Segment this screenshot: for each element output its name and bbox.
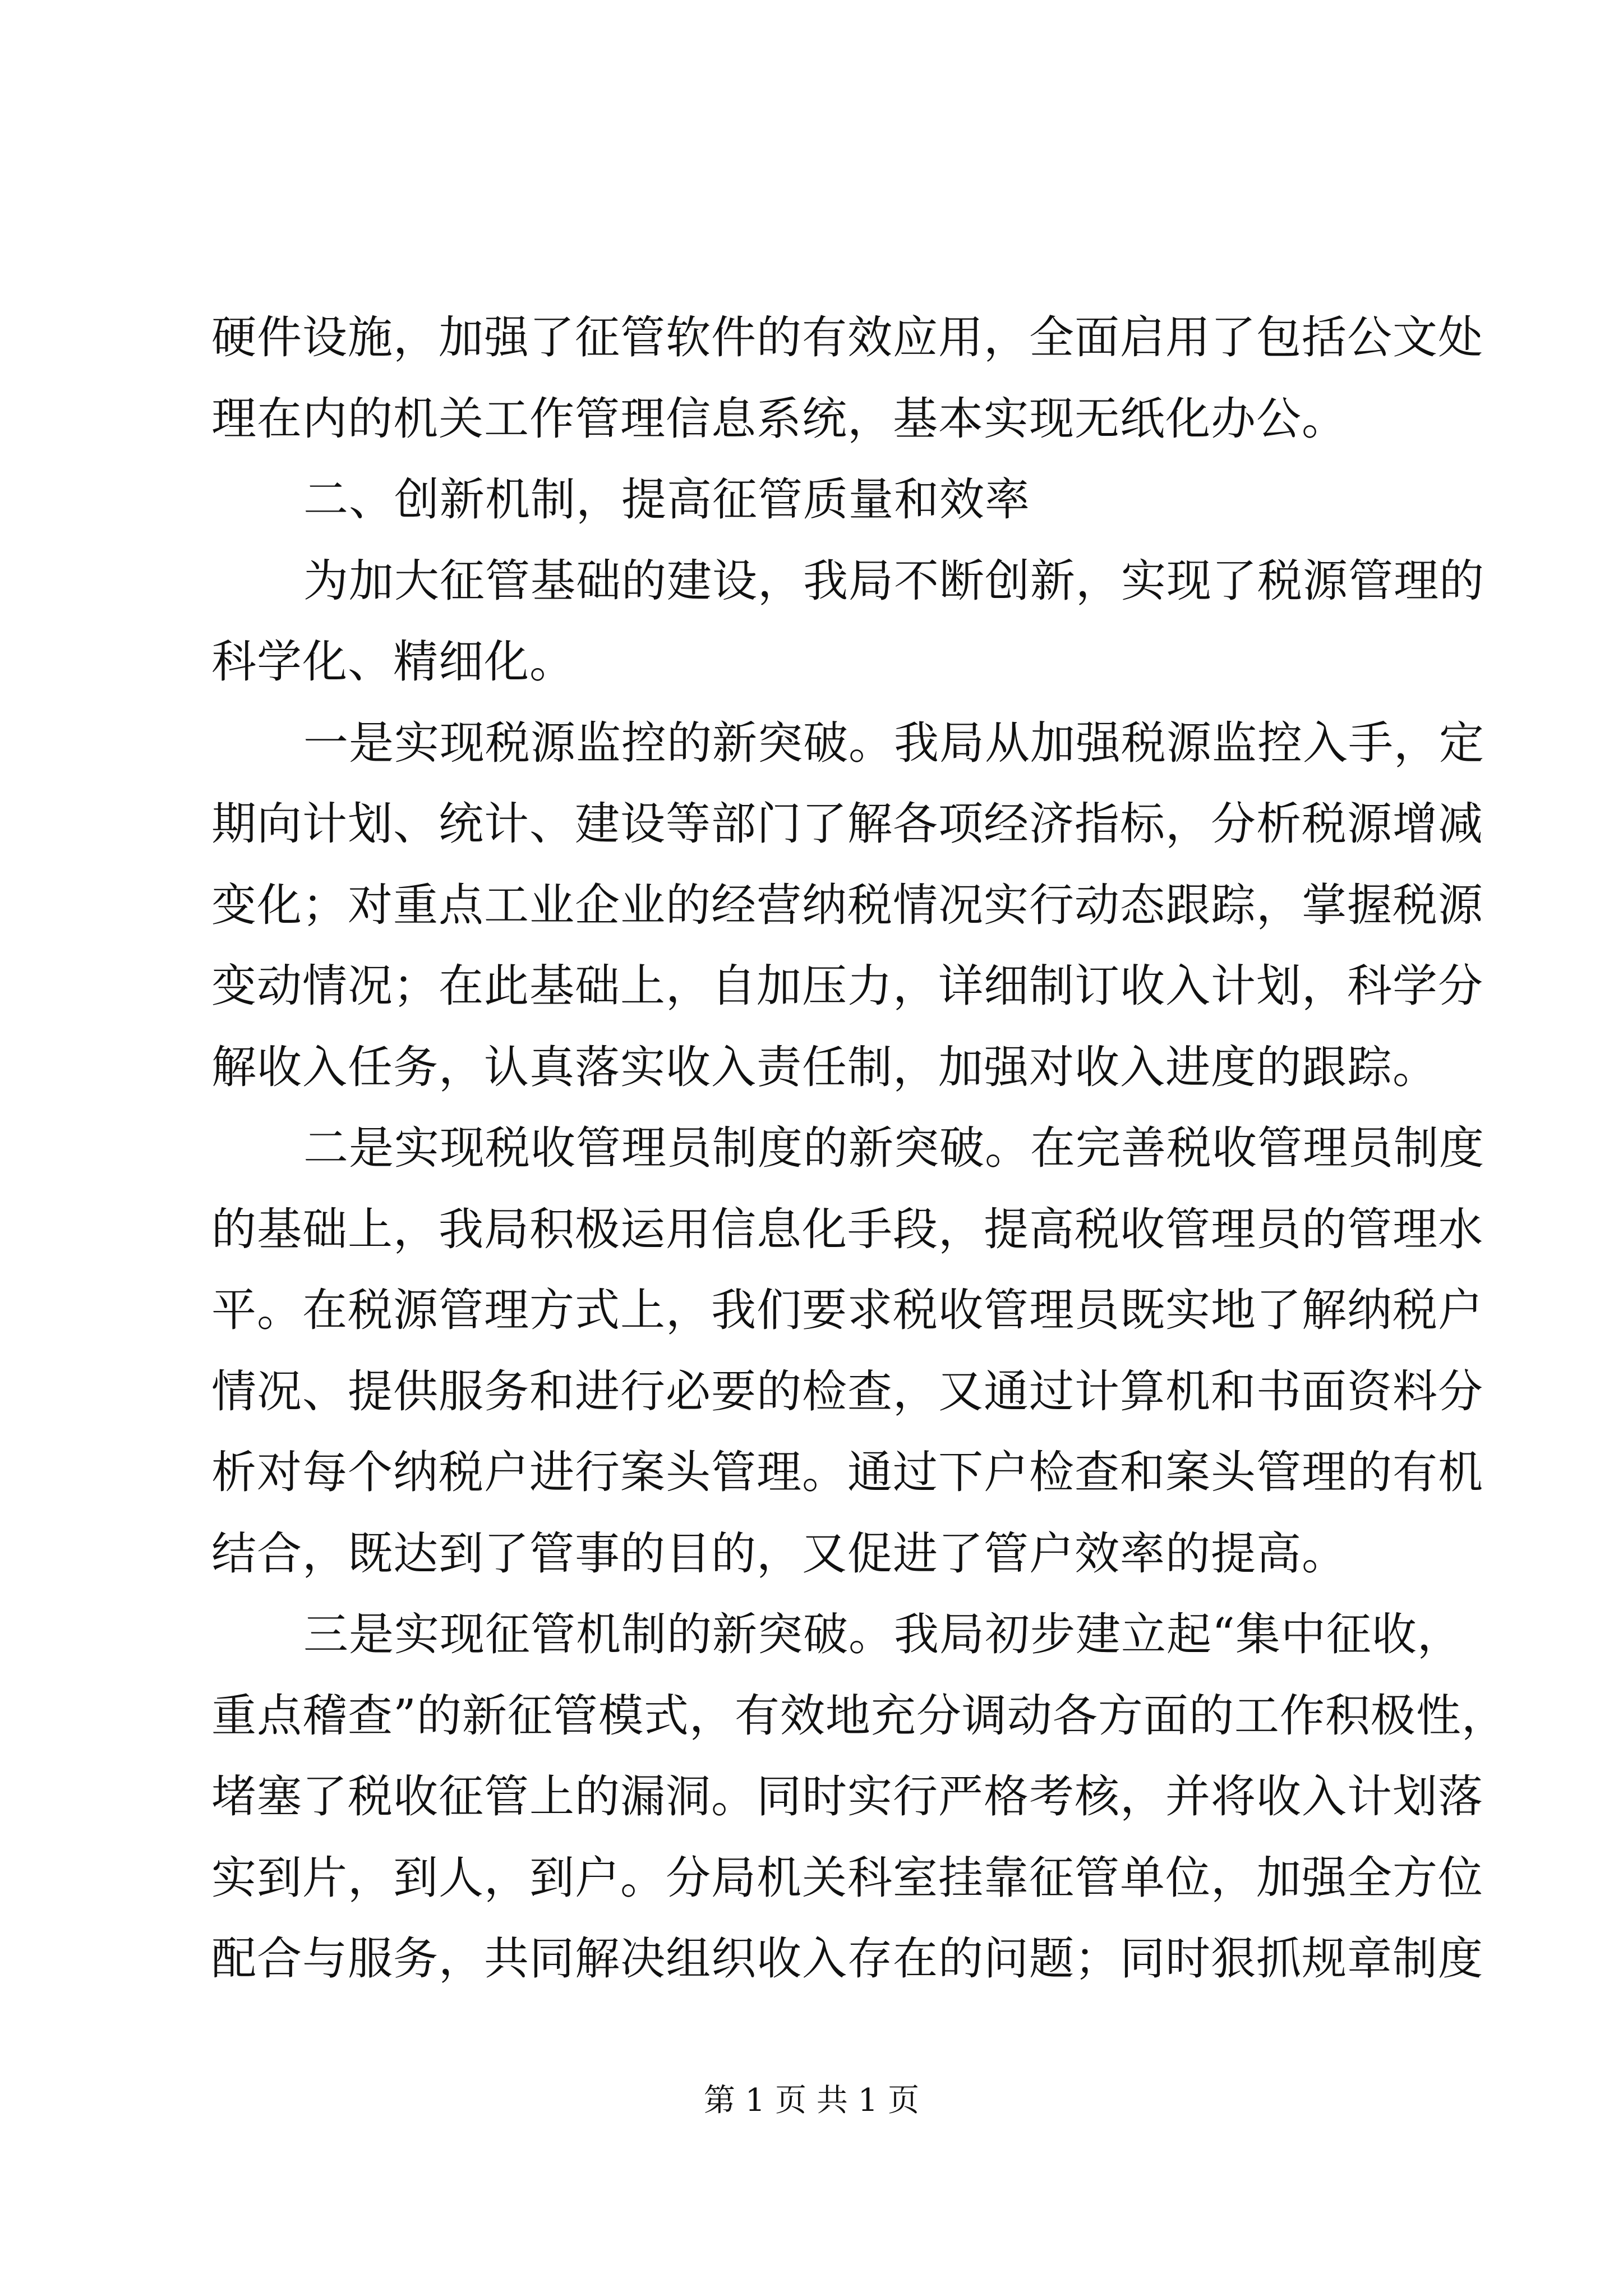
text-line: 科学化、精细化。 <box>211 636 575 688</box>
page-number-footer: 第 1 页 共 1 页 <box>703 2082 920 2119</box>
text-line: 硬件设施，加强了征管软件的有效应用，全面启用了包括公文处 <box>211 311 1483 364</box>
text-line: 情况、提供服务和进行必要的检查，又通过计算机和书面资料分 <box>211 1365 1483 1418</box>
text-line: 一是实现税源监控的新突破。我局从加强税源监控入手，定 <box>303 716 1484 769</box>
text-line: 配合与服务，共同解决组织收入存在的问题；同时狠抓规章制度 <box>211 1932 1483 1985</box>
text-line: 堵塞了税收征管上的漏洞。同时实行严格考核，并将收入计划落 <box>211 1770 1483 1823</box>
text-line: 析对每个纳税户进行案头管理。通过下户检查和案头管理的有机 <box>211 1446 1483 1498</box>
text-line: 的基础上，我局积极运用信息化手段，提高税收管理员的管理水 <box>211 1203 1483 1255</box>
text-line: 三是实现征管机制的新突破。我局初步建立起“集中征收， <box>303 1608 1463 1660</box>
text-line: 变动情况；在此基础上，自加压力，详细制订收入计划，科学分 <box>211 960 1483 1012</box>
text-line: 结合，既达到了管事的目的，又促进了管户效率的提高。 <box>211 1527 1347 1580</box>
text-line: 解收入任务，认真落实收入责任制，加强对收入进度的跟踪。 <box>211 1041 1438 1093</box>
section-heading: 二、创新机制，提高征管质量和效率 <box>303 473 1030 526</box>
text-line: 二是实现税收管理员制度的新突破。在完善税收管理员制度 <box>303 1122 1484 1174</box>
text-line: 重点稽查”的新征管模式，有效地充分调动各方面的工作积极性， <box>211 1689 1507 1742</box>
text-line: 理在内的机关工作管理信息系统，基本实现无纸化办公。 <box>211 392 1347 445</box>
text-line: 实到片，到人，到户。分局机关科室挂靠征管单位，加强全方位 <box>211 1851 1483 1904</box>
text-line: 变化；对重点工业企业的经营纳税情况实行动态跟踪，掌握税源 <box>211 878 1483 931</box>
text-line: 为加大征管基础的建设，我局不断创新，实现了税源管理的 <box>303 554 1484 607</box>
text-line: 期向计划、统计、建设等部门了解各项经济指标，分析税源增减 <box>211 798 1483 850</box>
text-line: 平。在税源管理方式上，我们要求税收管理员既实地了解纳税户 <box>211 1284 1483 1336</box>
document-body <box>211 297 1507 2000</box>
